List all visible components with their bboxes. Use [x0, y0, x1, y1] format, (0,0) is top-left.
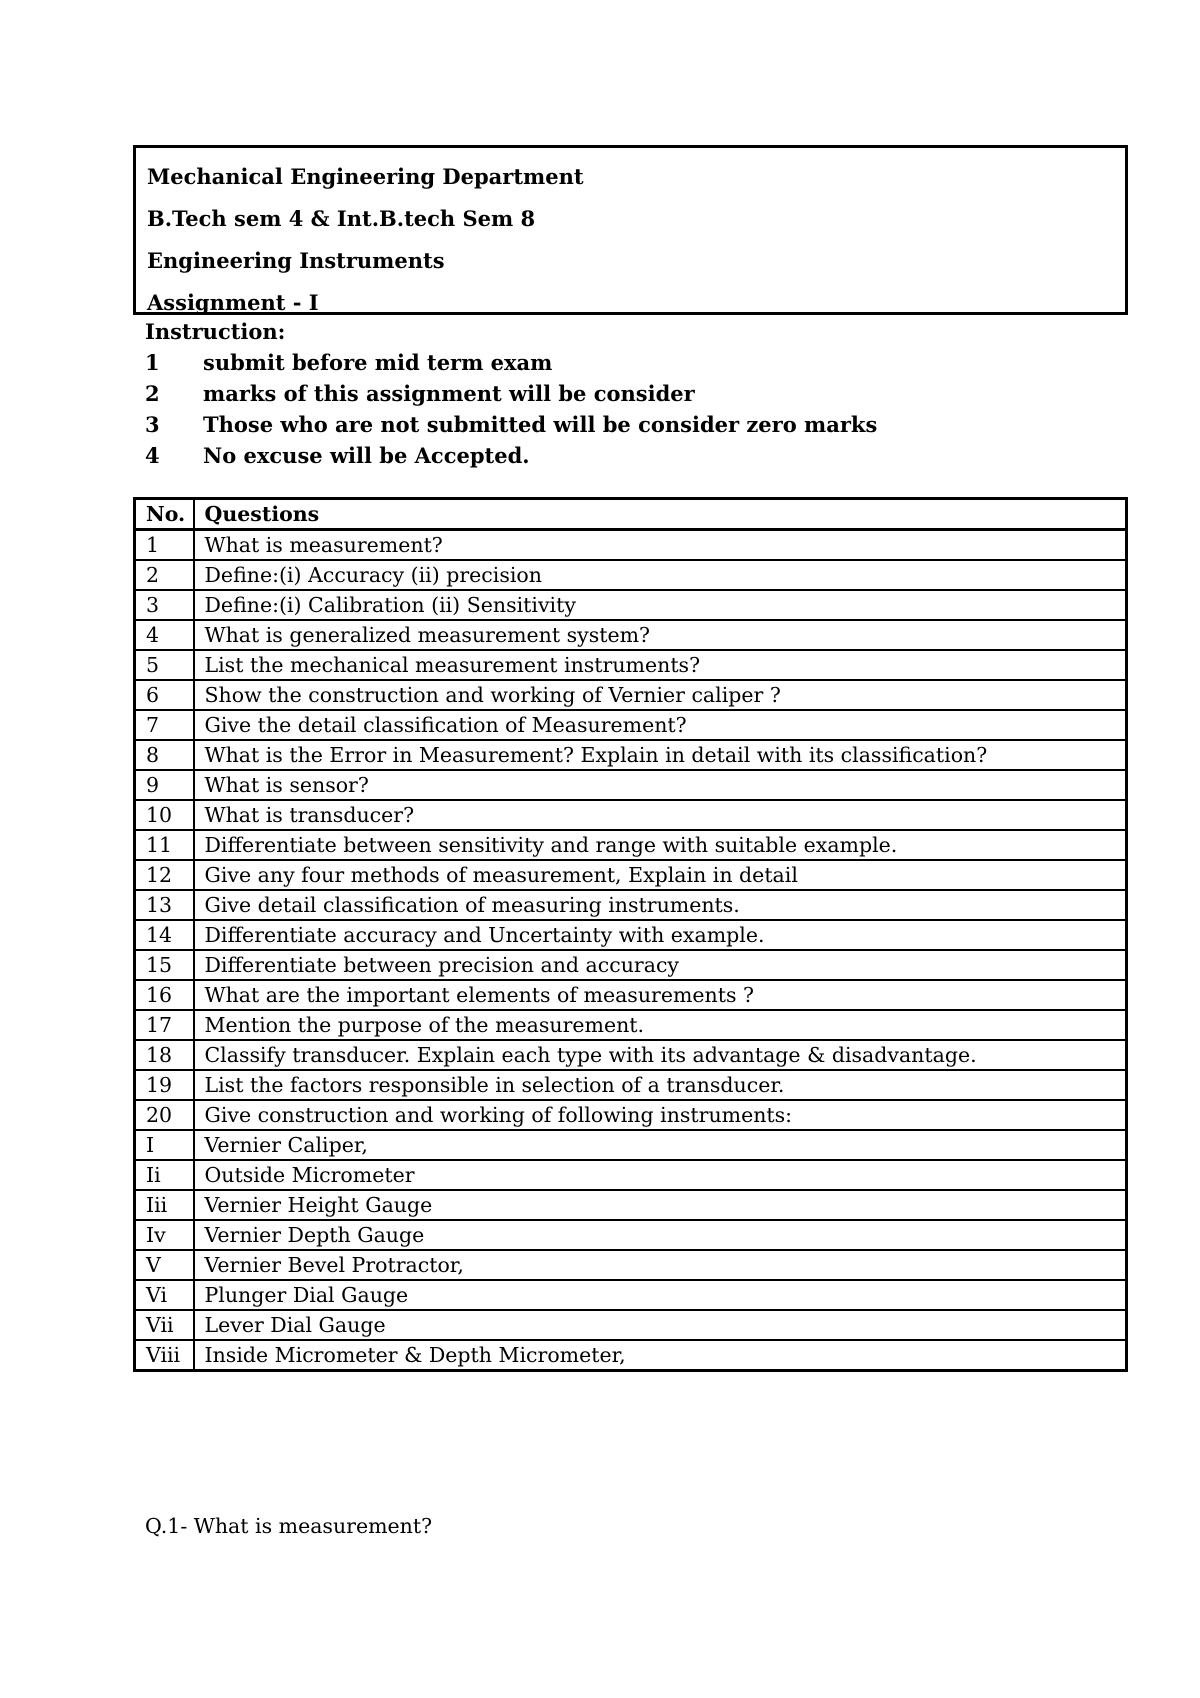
- question-text-cell: Plunger Dial Gauge: [194, 1280, 1127, 1310]
- table-row: [135, 650, 1127, 680]
- question-number-cell: I: [135, 1130, 194, 1160]
- table-row: [135, 1340, 1127, 1371]
- question-number-cell: Vi: [135, 1280, 194, 1310]
- question-number-cell: 3: [135, 590, 194, 620]
- question-number-cell: 13: [135, 890, 194, 920]
- question-number-cell: 7: [135, 710, 194, 740]
- table-row: [135, 950, 1127, 980]
- question-number-cell: Vii: [135, 1310, 194, 1340]
- table-row: [135, 1130, 1127, 1160]
- instruction-number: 1: [145, 350, 160, 375]
- question-number-cell: 1: [135, 530, 194, 561]
- question-number-cell: 4: [135, 620, 194, 650]
- question-number-cell: V: [135, 1250, 194, 1280]
- question-text-cell: Show the construction and working of Vernier caliper ?: [194, 680, 1127, 710]
- table-header-row: [135, 499, 1127, 530]
- instruction-item: [145, 378, 1045, 409]
- questions-table-body: [135, 530, 1127, 1371]
- question-number-cell: 8: [135, 740, 194, 770]
- table-row: [135, 1250, 1127, 1280]
- table-row: [135, 1160, 1127, 1190]
- instruction-item: [145, 347, 1045, 378]
- question-number-cell: 15: [135, 950, 194, 980]
- instruction-text: No excuse will be Accepted.: [203, 443, 530, 468]
- question-text-cell: What is sensor?: [194, 770, 1127, 800]
- question-number-cell: 6: [135, 680, 194, 710]
- question-text-cell: Differentiate between sensitivity and range with suitable example.: [194, 830, 1127, 860]
- instruction-item: [145, 409, 1045, 440]
- table-row: [135, 740, 1127, 770]
- question-text-cell: What is the Error in Measurement? Explain in detail with its classification?: [194, 740, 1127, 770]
- question-number-cell: Iii: [135, 1190, 194, 1220]
- question-number-cell: Iv: [135, 1220, 194, 1250]
- question-text-cell: Give construction and working of following instruments:: [194, 1100, 1127, 1130]
- question-text-cell: Classify transducer. Explain each type with its advantage & disadvantage.: [194, 1040, 1127, 1070]
- table-row: [135, 860, 1127, 890]
- table-row: [135, 1070, 1127, 1100]
- column-header-no: No.: [135, 499, 194, 530]
- question-text-cell: Define:(i) Calibration (ii) Sensitivity: [194, 590, 1127, 620]
- table-row: [135, 1280, 1127, 1310]
- question-text-cell: Outside Micrometer: [194, 1160, 1127, 1190]
- table-row: [135, 560, 1127, 590]
- question-number-cell: 19: [135, 1070, 194, 1100]
- instruction-text: marks of this assignment will be consider: [203, 381, 695, 406]
- table-row: [135, 1220, 1127, 1250]
- question-text-cell: Differentiate accuracy and Uncertainty with example.: [194, 920, 1127, 950]
- question-number-cell: 9: [135, 770, 194, 800]
- question-text-cell: Vernier Bevel Protractor,: [194, 1250, 1127, 1280]
- question-number-cell: 18: [135, 1040, 194, 1070]
- table-row: [135, 620, 1127, 650]
- instructions-heading: Instruction:: [145, 319, 286, 344]
- table-row: [135, 1010, 1127, 1040]
- instruction-item: [145, 440, 1045, 471]
- question-text-cell: Define:(i) Accuracy (ii) precision: [194, 560, 1127, 590]
- question-text-cell: Mention the purpose of the measurement.: [194, 1010, 1127, 1040]
- question-text-cell: Differentiate between precision and accuracy: [194, 950, 1127, 980]
- table-row: [135, 980, 1127, 1010]
- instruction-number: 4: [145, 443, 160, 468]
- question-number-cell: 11: [135, 830, 194, 860]
- table-row: [135, 680, 1127, 710]
- question-text-cell: List the mechanical measurement instruments?: [194, 650, 1127, 680]
- table-row: [135, 830, 1127, 860]
- question-text-cell: What is measurement?: [194, 530, 1127, 561]
- instruction-number: 3: [145, 412, 160, 437]
- question-number-cell: 16: [135, 980, 194, 1010]
- question-text-cell: What is generalized measurement system?: [194, 620, 1127, 650]
- table-row: [135, 920, 1127, 950]
- table-row: [135, 1040, 1127, 1070]
- table-row: [135, 590, 1127, 620]
- question-number-cell: 20: [135, 1100, 194, 1130]
- instruction-number: 2: [145, 381, 160, 406]
- instructions-section: [145, 317, 1045, 471]
- question-number-cell: 2: [135, 560, 194, 590]
- question-text-cell: Give any four methods of measurement, Explain in detail: [194, 860, 1127, 890]
- question-text-cell: Vernier Height Gauge: [194, 1190, 1127, 1220]
- instruction-text: Those who are not submitted will be consider zero marks: [203, 412, 878, 437]
- instruction-text: submit before mid term exam: [203, 350, 553, 375]
- answer-heading: Q.1- What is measurement?: [145, 1514, 433, 1538]
- department-name: Mechanical Engineering Department: [147, 164, 584, 189]
- question-text-cell: What are the important elements of measurements ?: [194, 980, 1127, 1010]
- question-text-cell: Vernier Caliper,: [194, 1130, 1127, 1160]
- question-text-cell: Give the detail classification of Measurement?: [194, 710, 1127, 740]
- assignment-title: Assignment - I: [147, 290, 319, 315]
- table-row: [135, 710, 1127, 740]
- questions-table: [133, 497, 1128, 1372]
- column-header-questions: Questions: [194, 499, 1127, 530]
- question-number-cell: 12: [135, 860, 194, 890]
- instructions-list: [145, 347, 1045, 471]
- question-number-cell: Viii: [135, 1340, 194, 1371]
- question-number-cell: 5: [135, 650, 194, 680]
- header-box: [133, 145, 1128, 315]
- question-text-cell: Lever Dial Gauge: [194, 1310, 1127, 1340]
- question-text-cell: Vernier Depth Gauge: [194, 1220, 1127, 1250]
- question-number-cell: 10: [135, 800, 194, 830]
- question-number-cell: 14: [135, 920, 194, 950]
- table-row: [135, 1190, 1127, 1220]
- table-row: [135, 800, 1127, 830]
- question-number-cell: Ii: [135, 1160, 194, 1190]
- question-text-cell: Inside Micrometer & Depth Micrometer,: [194, 1340, 1127, 1371]
- table-row: [135, 770, 1127, 800]
- table-row: [135, 890, 1127, 920]
- question-text-cell: Give detail classification of measuring instruments.: [194, 890, 1127, 920]
- subject-name: Engineering Instruments: [147, 248, 445, 273]
- question-number-cell: 17: [135, 1010, 194, 1040]
- table-row: [135, 1100, 1127, 1130]
- program-name: B.Tech sem 4 & Int.B.tech Sem 8: [147, 206, 536, 231]
- table-row: [135, 1310, 1127, 1340]
- table-row: [135, 530, 1127, 561]
- question-text-cell: What is transducer?: [194, 800, 1127, 830]
- question-text-cell: List the factors responsible in selection of a transducer.: [194, 1070, 1127, 1100]
